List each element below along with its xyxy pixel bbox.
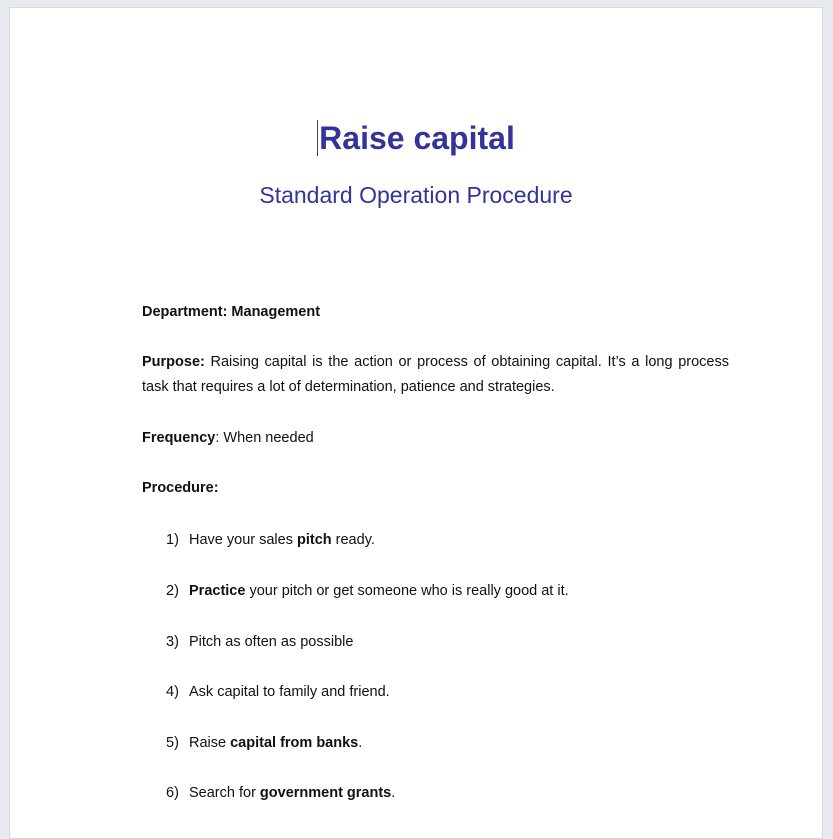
list-item: 4) Ask capital to family and friend.: [166, 684, 390, 700]
list-item: 1) Have your sales pitch ready.: [166, 532, 375, 548]
document-title[interactable]: [10, 120, 822, 157]
department-line: Department: Management: [142, 304, 321, 320]
list-item: 5) Raise capital from banks.: [166, 735, 363, 751]
document-page[interactable]: [9, 7, 823, 839]
title-text: Raise capital: [319, 120, 515, 156]
purpose-paragraph: Purpose: Raising capital is the action or process of obtaining capital. It’s a long process task that requires a lot of determination, patience and strategies.: [142, 354, 729, 395]
list-item: 6) Search for government grants.: [166, 785, 396, 801]
list-item: 2) Practice your pitch or get someone who is really good at it.: [166, 583, 569, 599]
procedure-heading: Procedure:: [142, 480, 219, 496]
list-item: 3) Pitch as often as possible: [166, 634, 354, 650]
document-subtitle: Standard Operation Procedure: [259, 182, 573, 208]
frequency-line: Frequency: When needed: [142, 430, 314, 446]
